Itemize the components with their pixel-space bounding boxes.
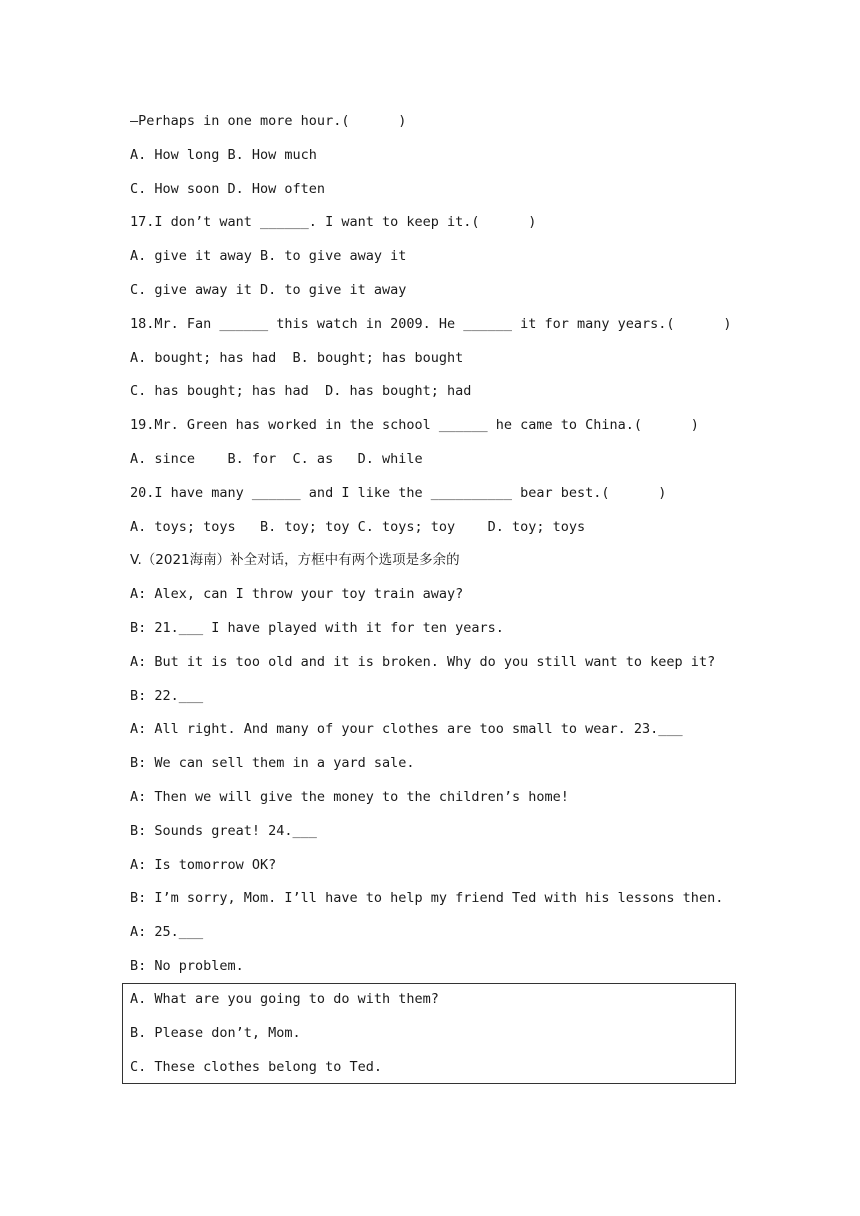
dialogue-line-2: B: 21.___ I have played with it for ten years. [130, 619, 504, 636]
dialogue-line-11: A: 25.___ [130, 924, 204, 941]
q18-question: 18.Mr. Fan ______ this watch in 2009. He ______ it for many years.( ) [130, 315, 732, 332]
q20-question: 20.I have many ______ and I like the __________ bear best.( ) [130, 484, 667, 501]
box-option-b: B. Please don’t, Mom. [130, 1024, 301, 1041]
q19-options: A. since B. for C. as D. while [130, 450, 423, 467]
dialogue-line-5: A: All right. And many of your clothes are too small to wear. 23.___ [130, 721, 683, 738]
box-option-c: C. These clothes belong to Ted. [130, 1058, 382, 1075]
q16-options-cd: C. How soon D. How often [130, 180, 326, 197]
q20-options: A. toys; toys B. toy; toy C. toys; toy D. toy; toys [130, 518, 586, 535]
dialogue-line-1: A: Alex, can I throw your toy train away? [130, 586, 464, 603]
dialogue-line-6: B: We can sell them in a yard sale. [130, 755, 415, 772]
q17-question: 17.I don’t want ______. I want to keep it.( ) [130, 214, 537, 231]
dialogue-line-10: B: I’m sorry, Mom. I’ll have to help my friend Ted with his lessons then. [130, 890, 724, 907]
q17-options-cd: C. give away it D. to give it away [130, 281, 407, 298]
options-box [122, 983, 736, 1084]
q16-options-ab: A. How long B. How much [130, 146, 317, 163]
q19-question: 19.Mr. Green has worked in the school ______ he came to China.( ) [130, 417, 699, 434]
dialogue-line-4: B: 22.___ [130, 687, 204, 704]
q18-options-ab: A. bought; has had B. bought; has bought [130, 349, 464, 366]
q16-answer-line: —Perhaps in one more hour.( ) [130, 113, 407, 129]
dialogue-line-12: B: No problem. [130, 957, 244, 974]
dialogue-line-8: B: Sounds great! 24.___ [130, 822, 317, 839]
dialogue-line-9: A: Is tomorrow OK? [130, 856, 277, 873]
q17-options-ab: A. give it away B. to give away it [130, 248, 407, 265]
box-option-a: A. What are you going to do with them? [130, 991, 439, 1007]
section-v-heading: V.（2021海南）补全对话，方框中有两个选项是多余的 [130, 552, 460, 569]
document-body [130, 108, 750, 987]
dialogue-line-7: A: Then we will give the money to the children’s home! [130, 788, 569, 805]
dialogue-line-3: A: But it is too old and it is broken. Why do you still want to keep it? [130, 653, 716, 670]
q18-options-cd: C. has bought; has had D. has bought; had [130, 383, 472, 400]
